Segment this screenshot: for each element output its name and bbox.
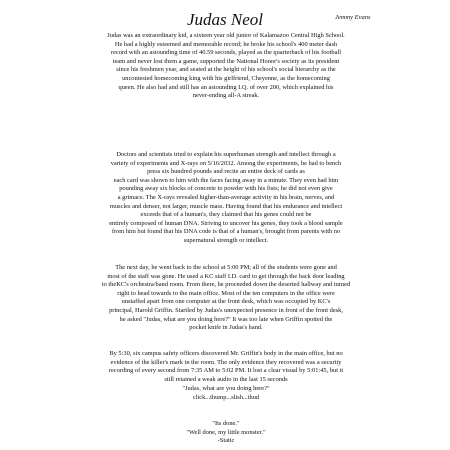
paragraph-next-day: The next day, he went back to the school at 5:00 PM; all of the students were gone and most of the staff was gone. He used a KC staff I.D. card to get through the back door leading to theKC's orchestra/band room. From there, he proceeded down the deserted hallway and turned right to head towards to the main office. Most of the ten computers in the office were unstaffed apart from one computer at the front desk, which was occupied by KC's principal, Harold Griffin. Startled by Judas's unexpected presence in front of the front desk, he asked "Judas, what are you doing here?" It was too late when Griffin spotted the pocket knife in Judas's hand.: [101, 264, 351, 332]
paragraph-experiments: Doctors and scientists tried to explain his superhuman strength and intellect through a variety of experiments and X-rays on 5/16/2032. Among the experiments, he had to bench press six hundred pounds and recite an entire deck of cards as each card was shown to him with the faces facing away in a minute. They even had him pounding away six blocks of concrete to powder with his fists; he did not even give a grimace. The X-rays revealed higher-than-average activity in his brain, nerves, and muscles and denser, not larger, muscle mass. Having found that his endurance and intellect exceeds that of a human's, they claimed that his genes could not be entirely composed of human DNA. Striving to uncover his genes, they took a blood sample from him but found that his DNA code is that of a human's, brought from parents with no supernatural strength or intellect.: [109, 151, 343, 244]
paragraph-discovery: By 5:30, six campus safety officers discovered Mr. Griffin's body in the main office, but no evidence of the killer's mark in the room. The only evidence they recovered was a security recording of every second from 7:35 AM to 5:02 PM. It lost a clear visual by 5:01:45, but it still retained a weak audio in the last 15 seconds: [108, 350, 344, 383]
paragraph-audio: "Judas, what are you doing here?" click...thump...slish...thud: [182, 385, 270, 401]
paragraph-intro: Judas was an extraordinary kid, a sixteen year old junior of Kalamazoo Central High School. He had a highly esteemed and memorable record; he broke his school's 400 meter dash record with an astounding time of 40.59 seconds, played as the quarterback of his football team and never lost them a game, supported the National Honor's society as its president since his freshmen year, and seated at the height of his school's social hierarchy as the uncontested homecoming king with his girlfriend, Cheyenne, as the homecoming queen. He also had and still has an astounding I.Q. of over 200, which explained his never-ending all-A streak.: [107, 32, 345, 100]
document-author: Jemmy Evans: [335, 14, 371, 21]
paragraph-ending: "Its done." "Well done, my little monster." -Static: [186, 420, 266, 445]
document-title: Judas Neol: [186, 10, 264, 29]
